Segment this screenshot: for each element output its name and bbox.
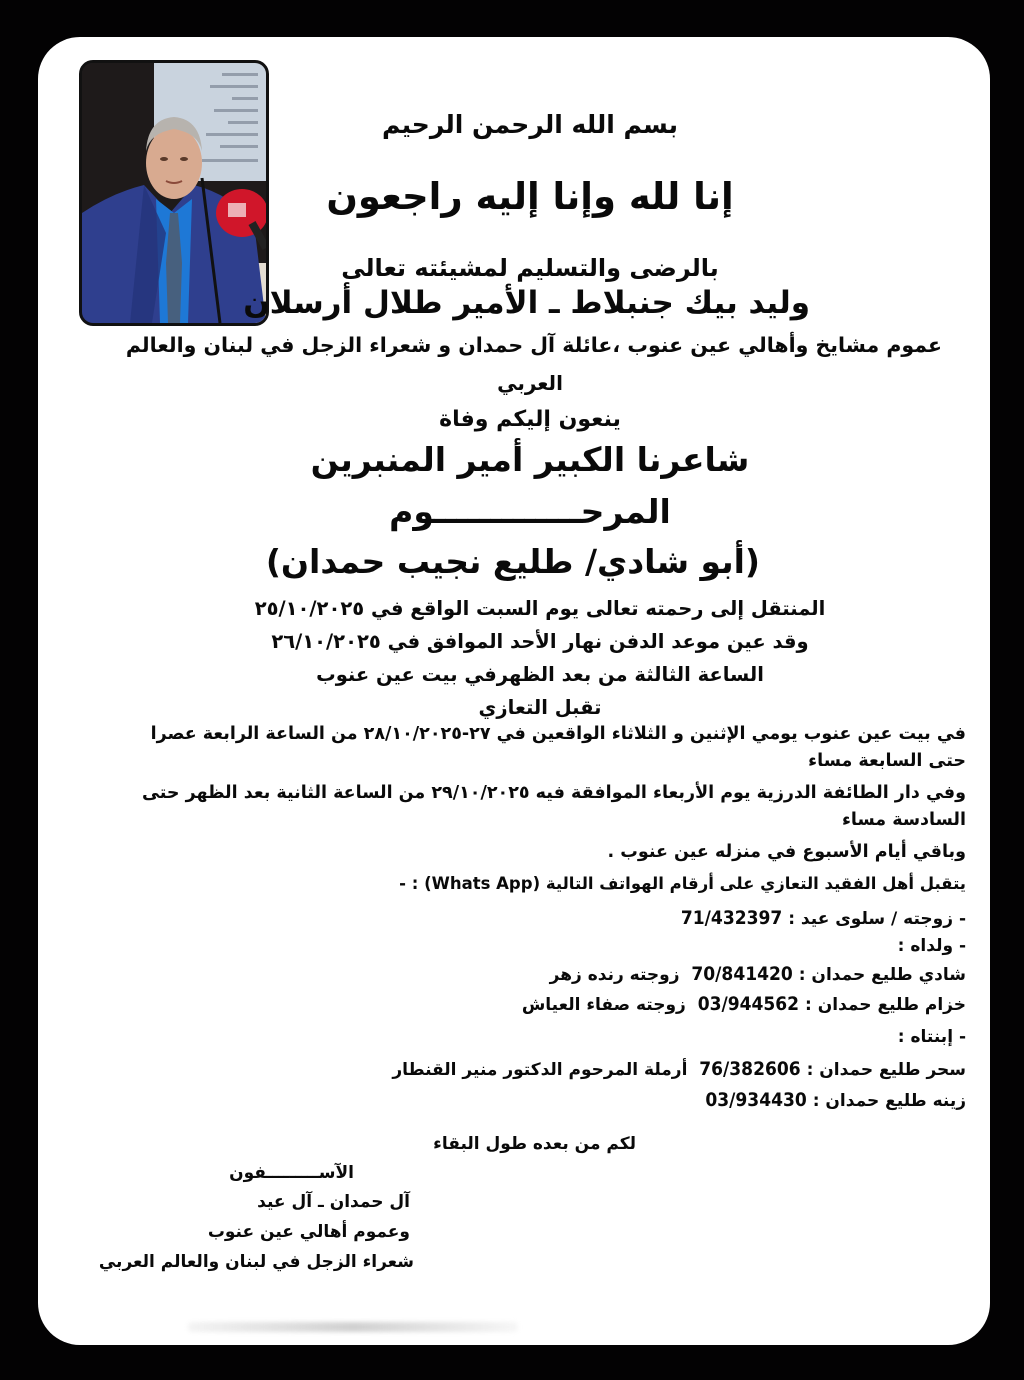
contact-daughter-note: أرملة المرحوم الدكتور منير القنطار bbox=[392, 1060, 688, 1080]
contact-wife-label: - زوجته / سلوى عيد : bbox=[788, 909, 966, 929]
contact-daughter-label: زينه طليع حمدان : bbox=[812, 1091, 966, 1111]
death-date-line: المنتقل إلى رحمته تعالى يوم السبت الواقع في ٢٥/١٠/٢٠٢٥ bbox=[254, 597, 826, 620]
contact-daughter-phone[interactable]: 03/934430 bbox=[705, 1089, 807, 1111]
leaders-line: وليد بيك جنبلاط ـ الأمير طلال أرسلان bbox=[243, 285, 810, 321]
contact-son-label: شادي طليع حمدان : bbox=[798, 965, 966, 985]
burial-date-line: وقد عين موعد الدفن نهار الأحد الموافق في ٢٦/١٠/٢٠٢٥ bbox=[271, 630, 809, 653]
families-line-cont: العربي bbox=[497, 371, 563, 395]
contact-daughter-phone[interactable]: 76/382606 bbox=[699, 1058, 801, 1080]
contact-son-note: زوجته صفاء العياش bbox=[521, 995, 686, 1015]
whatsapp-intro: يتقبل أهل الفقيد التعازي على أرقام الهواتف التالية (Whats App) : - bbox=[399, 874, 966, 893]
burial-time-line: الساعة الثالثة من بعد الظهرفي بيت عين عنوب bbox=[316, 663, 764, 686]
deceased-title: شاعرنا الكبير أمير المنبرين bbox=[310, 440, 750, 479]
condolence-hall-line-cont: السادسة مساء bbox=[841, 810, 966, 830]
announce-line: ينعون إليكم وفاة bbox=[439, 407, 621, 432]
daughters-heading: - إبنتاه : bbox=[897, 1027, 966, 1047]
mourner-families: آل حمدان ـ آل عيد bbox=[257, 1192, 410, 1212]
basmala: بسم الله الرحمن الرحيم bbox=[382, 110, 678, 139]
condolence-home-line: في بيت عين عنوب يومي الإثنين و الثلاثاء الواقعين في ٢٧-٢٨/١٠/٢٠٢٥ من الساعة الرابعة عصرا bbox=[150, 724, 966, 744]
contact-daughter bbox=[338, 1089, 966, 1111]
contact-wife bbox=[408, 907, 966, 929]
condolences-heading: تقبل التعازي bbox=[478, 696, 602, 719]
families-line: عموم مشايخ وأهالي عين عنوب ،عائلة آل حمدان و شعراء الزجل في لبنان والعالم bbox=[125, 333, 942, 357]
contact-son-phone[interactable]: 03/944562 bbox=[697, 993, 800, 1015]
portrait-image bbox=[82, 63, 266, 323]
condolence-rest-of-week: وباقي أيام الأسبوع في منزله عين عنوب . bbox=[607, 842, 966, 862]
mourners-label: الآســـــــــفون bbox=[229, 1163, 354, 1183]
obituary-card bbox=[38, 37, 990, 1345]
deceased-name: (أبو شادي/ طليع نجيب حمدان) bbox=[265, 542, 760, 581]
contact-son-note: زوجته رنده زهر bbox=[549, 965, 680, 985]
late-label: المرحـــــــــــــوم bbox=[389, 492, 671, 531]
deceased-photo bbox=[79, 60, 269, 326]
contact-daughter bbox=[338, 1058, 966, 1080]
contact-son-label: خزام طليع حمدان : bbox=[805, 995, 966, 1015]
contact-son bbox=[408, 963, 966, 985]
acceptance-line: بالرضى والتسليم لمشيئته تعالى bbox=[341, 254, 719, 282]
contact-wife-phone[interactable]: 71/432397 bbox=[680, 907, 783, 929]
mourner-poets: شعراء الزجل في لبنان والعالم العربي bbox=[98, 1252, 414, 1272]
contact-son-phone[interactable]: 70/841420 bbox=[691, 963, 793, 985]
faded-footer-text bbox=[188, 1322, 518, 1332]
contact-son bbox=[408, 993, 966, 1015]
mourner-villagers: وعموم أهالي عين عنوب bbox=[207, 1222, 410, 1242]
condolence-home-line-cont: حتى السابعة مساء bbox=[808, 751, 966, 771]
sons-heading: - ولداه : bbox=[897, 936, 966, 956]
condolence-hall-line: وفي دار الطائفة الدرزية يوم الأربعاء الموافقة فيه ٢٩/١٠/٢٠٢٥ من الساعة الثانية بعد الظهر حتى bbox=[142, 783, 966, 803]
condolence-wish: لكم من بعده طول البقاء bbox=[433, 1134, 636, 1154]
quran-verse: إنا لله وإنا إليه راجعون bbox=[326, 175, 734, 218]
contact-daughter-label: سحر طليع حمدان : bbox=[806, 1060, 966, 1080]
